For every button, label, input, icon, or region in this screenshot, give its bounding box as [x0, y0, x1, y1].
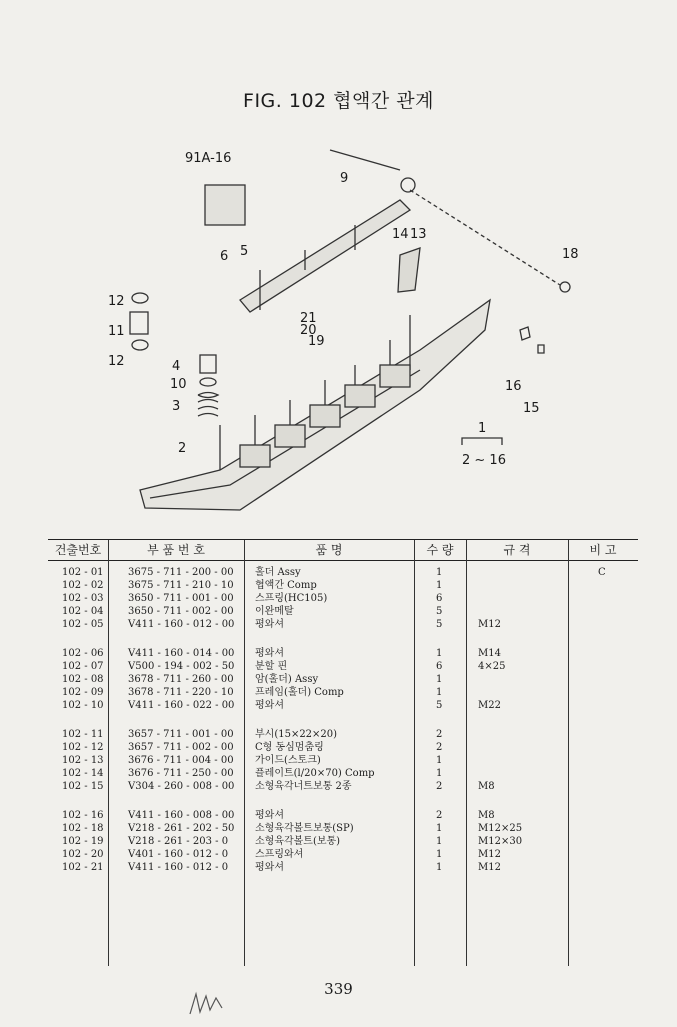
part-name: 스프링(HC105) [255, 593, 328, 604]
label-3: 3 [172, 399, 181, 414]
ref-no: 102 - 04 [62, 606, 104, 617]
label-19: 19 [308, 334, 325, 349]
part-name: 가이드(스토크) [255, 755, 321, 766]
quantity: 6 [436, 593, 443, 604]
spec: M12 [478, 849, 501, 860]
label-9: 9 [340, 171, 349, 186]
quantity: 6 [436, 661, 443, 672]
quantity: 2 [436, 781, 443, 792]
spec: M8 [478, 781, 495, 792]
ref-no: 102 - 16 [62, 810, 104, 821]
quantity: 5 [436, 606, 443, 617]
handwritten-mark [186, 988, 236, 1018]
quantity: 2 [436, 729, 443, 740]
ref-no: 102 - 18 [62, 823, 104, 834]
header-part-no: 부 품 번 호 [147, 543, 205, 557]
part-no: V411 - 160 - 012 - 0 [128, 862, 229, 873]
label-6: 6 [220, 249, 229, 264]
spec: M22 [478, 700, 501, 711]
part-no: V500 - 194 - 002 - 50 [128, 661, 235, 672]
ref-no: 102 - 20 [62, 849, 104, 860]
quantity: 1 [436, 862, 443, 873]
part-name: 평와셔 [255, 648, 284, 659]
ref-no: 102 - 06 [62, 648, 104, 659]
parts-diagram [90, 140, 590, 540]
ref-no: 102 - 05 [62, 619, 104, 630]
header-name: 품 명 [315, 543, 343, 557]
ref-no: 102 - 10 [62, 700, 104, 711]
label-range: 2 ~ 16 [462, 453, 506, 468]
label-4: 4 [172, 359, 181, 374]
part-name: 이완메탈 [255, 606, 294, 617]
part-name: 암(홀더) Assy [255, 674, 319, 685]
remarks: C [598, 567, 606, 578]
part-name: 스프링와셔 [255, 849, 304, 860]
part-name: 소형육각볼트보통(SP) [255, 823, 354, 834]
part-name: 평와셔 [255, 810, 284, 821]
part-no: V411 - 160 - 014 - 00 [128, 648, 235, 659]
ref-no: 102 - 13 [62, 755, 104, 766]
part-name: 분할 핀 [255, 661, 288, 672]
quantity: 1 [436, 567, 443, 578]
quantity: 2 [436, 810, 443, 821]
part-no: 3676 - 711 - 004 - 00 [128, 755, 234, 766]
quantity: 5 [436, 619, 443, 630]
label-11: 11 [108, 324, 125, 339]
part-no: 3678 - 711 - 220 - 10 [128, 687, 234, 698]
quantity: 1 [436, 580, 443, 591]
header-spec: 규 격 [503, 543, 531, 557]
ref-no: 102 - 14 [62, 768, 104, 779]
spec: M12 [478, 862, 501, 873]
part-name: C형 동심멈춤링 [255, 742, 324, 753]
ref-no: 102 - 21 [62, 862, 104, 873]
label-20: 20 [300, 323, 317, 338]
ref-no: 102 - 19 [62, 836, 104, 847]
spec: M8 [478, 810, 495, 821]
label-21: 21 [300, 311, 317, 326]
spec: M12×30 [478, 836, 523, 847]
ref-no: 102 - 02 [62, 580, 104, 591]
part-name: 프레임(홀더) Comp [255, 687, 344, 698]
label-12b: 12 [108, 354, 125, 369]
label-13: 13 [410, 227, 427, 242]
part-name: 부시(15×22×20) [255, 729, 338, 740]
quantity: 5 [436, 700, 443, 711]
part-no: V411 - 160 - 012 - 00 [128, 619, 235, 630]
part-name: 홀더 Assy [255, 567, 301, 578]
label-2: 2 [178, 441, 187, 456]
ref-no: 102 - 15 [62, 781, 104, 792]
holder-beam [240, 200, 410, 312]
part-no: 3678 - 711 - 260 - 00 [128, 674, 234, 685]
part-no: V411 - 160 - 008 - 00 [128, 810, 235, 821]
part-name: 평와셔 [255, 862, 284, 873]
part-no: 3675 - 711 - 210 - 10 [128, 580, 234, 591]
label-14: 14 [392, 227, 409, 242]
part-name: 플레이트(l/20×70) Comp [255, 768, 375, 779]
part-name: 평와셔 [255, 700, 284, 711]
part-no: V218 - 261 - 203 - 0 [128, 836, 229, 847]
part-name: 협액간 Comp [255, 580, 317, 591]
part-no: V411 - 160 - 022 - 00 [128, 700, 235, 711]
quantity: 1 [436, 849, 443, 860]
ref-no: 102 - 11 [62, 729, 104, 740]
spec: M12×25 [478, 823, 523, 834]
quantity: 1 [436, 755, 443, 766]
spec: M14 [478, 648, 501, 659]
label-5: 5 [240, 244, 249, 259]
page-number: 339 [324, 980, 353, 998]
label-91a-16: 91A-16 [185, 151, 232, 166]
quantity: 2 [436, 742, 443, 753]
part-name: 소형육각너트보통 2종 [255, 781, 352, 792]
ref-no: 102 - 07 [62, 661, 104, 672]
part-name: 소형육각볼트(보통) [255, 836, 341, 847]
label-10: 10 [170, 377, 187, 392]
ref-no: 102 - 12 [62, 742, 104, 753]
part-name: 평와셔 [255, 619, 284, 630]
figure-title: FIG. 102 협액간 관계 [243, 90, 434, 112]
part-no: V401 - 160 - 012 - 0 [128, 849, 229, 860]
quantity: 1 [436, 648, 443, 659]
label-18: 18 [562, 247, 579, 262]
quantity: 1 [436, 823, 443, 834]
part-no: V304 - 260 - 008 - 00 [128, 781, 235, 792]
part-no: 3650 - 711 - 001 - 00 [128, 593, 234, 604]
part-no: 3657 - 711 - 002 - 00 [128, 742, 234, 753]
part-no: V218 - 261 - 202 - 50 [128, 823, 235, 834]
quantity: 1 [436, 687, 443, 698]
ref-no: 102 - 09 [62, 687, 104, 698]
part-no: 3675 - 711 - 200 - 00 [128, 567, 234, 578]
header-remarks: 비 고 [589, 543, 617, 557]
spec: 4×25 [478, 661, 506, 672]
label-12a: 12 [108, 294, 125, 309]
part-no: 3650 - 711 - 002 - 00 [128, 606, 234, 617]
part-no: 3657 - 711 - 001 - 00 [128, 729, 234, 740]
ref-no: 102 - 01 [62, 567, 104, 578]
part-no: 3676 - 711 - 250 - 00 [128, 768, 234, 779]
label-1: 1 [478, 421, 487, 436]
quantity: 1 [436, 768, 443, 779]
header-ref: 건출번호 [54, 543, 102, 557]
label-15: 15 [523, 401, 540, 416]
label-16: 16 [505, 379, 522, 394]
quantity: 1 [436, 836, 443, 847]
quantity: 1 [436, 674, 443, 685]
ref-no: 102 - 03 [62, 593, 104, 604]
header-qty: 수 량 [426, 543, 454, 557]
spec: M12 [478, 619, 501, 630]
ref-no: 102 - 08 [62, 674, 104, 685]
